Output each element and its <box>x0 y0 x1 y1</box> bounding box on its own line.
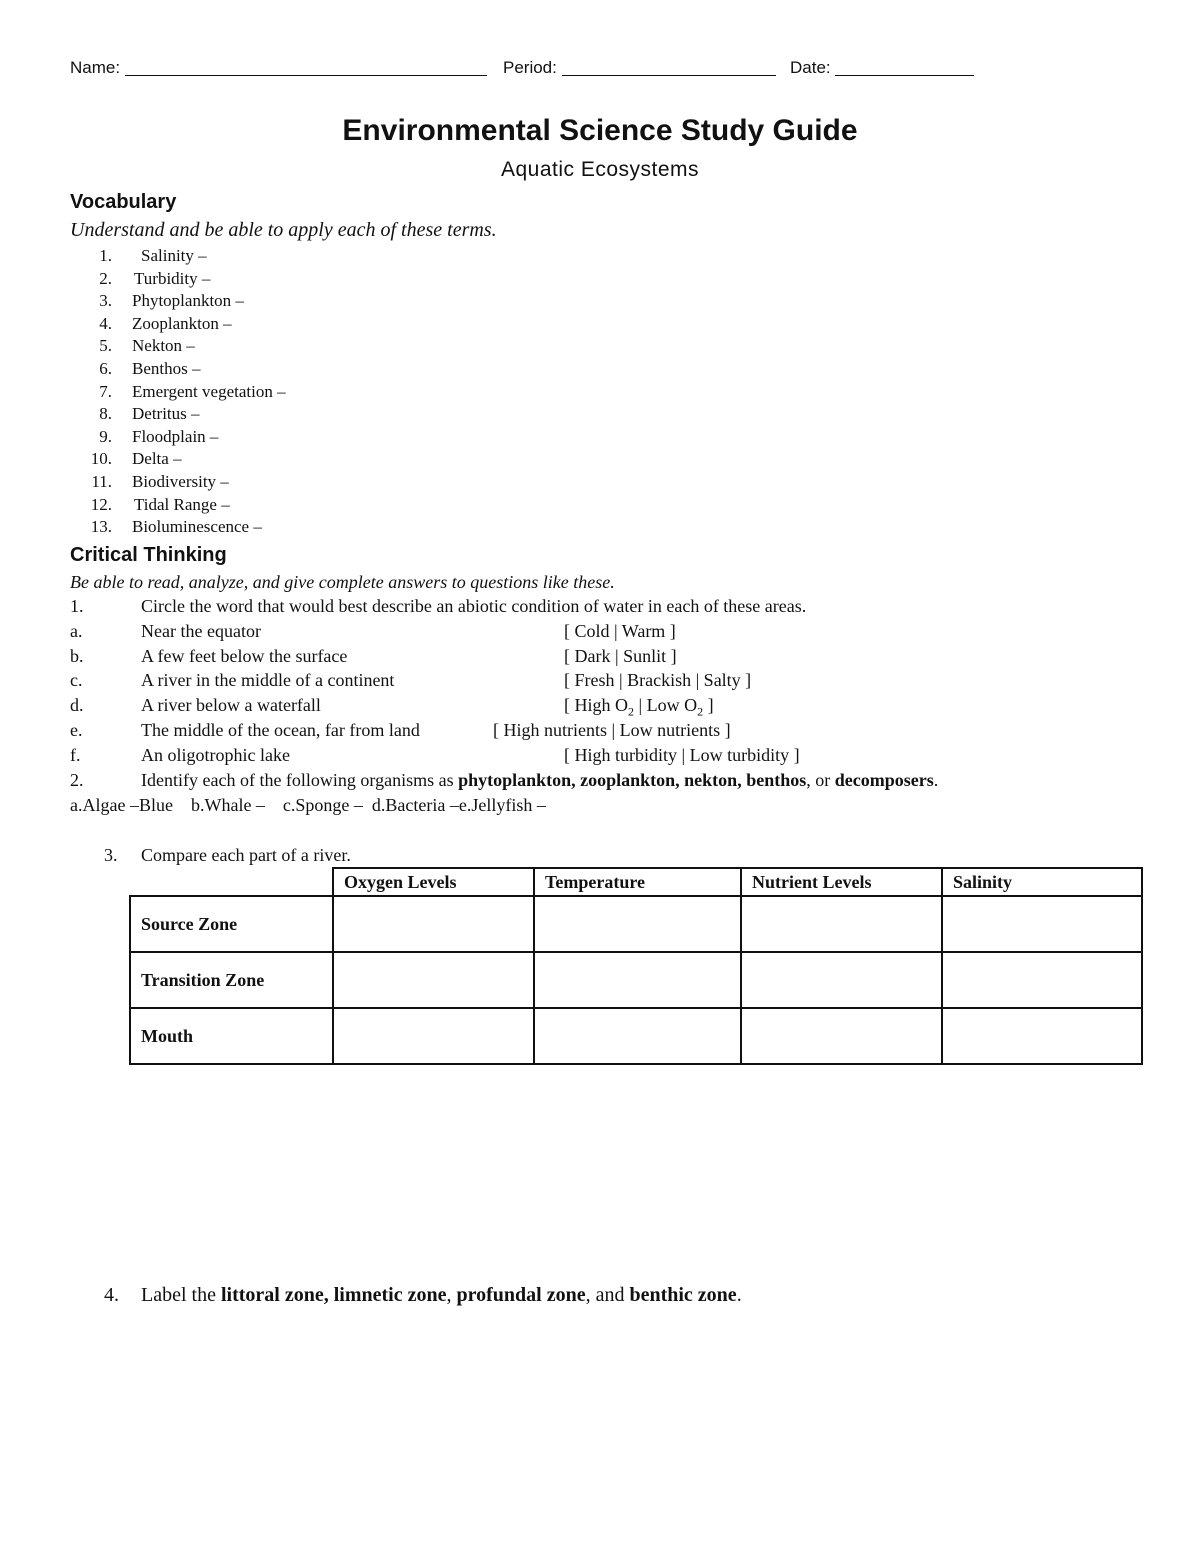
vocabulary-item-number: 6. <box>99 359 112 378</box>
vocabulary-instruction: Understand and be able to apply each of these terms. <box>70 219 497 241</box>
period-blank[interactable] <box>562 58 776 76</box>
vocabulary-item-number: 11. <box>91 472 112 491</box>
question-4-text-post: . <box>736 1284 742 1306</box>
vocabulary-item-term: Bioluminescence – <box>132 517 262 536</box>
vocabulary-item-number: 1. <box>99 246 112 265</box>
vocabulary-item-term: Biodiversity – <box>132 472 229 491</box>
question-2-organisms: a.Algae –Blue b.Whale – c.Sponge – d.Bacteria –e.Jellyfish – <box>70 795 546 815</box>
question-1-part-text: Near the equator <box>141 621 261 641</box>
answer-cell[interactable] <box>333 896 534 952</box>
question-1-option-sub1: 2 <box>628 704 634 719</box>
question-1-part-text: A river below a waterfall <box>141 695 321 715</box>
date-field[interactable] <box>790 58 974 78</box>
question-2-categories: phytoplankton, zooplankton, nekton, benthos <box>458 770 807 790</box>
column-header: Salinity <box>942 868 1142 896</box>
page-subtitle: Aquatic Ecosystems <box>500 158 700 181</box>
question-2-text-mid: , or <box>806 770 835 790</box>
question-1-part-letter: a. <box>70 621 83 641</box>
question-4-text-pre: Label the <box>141 1284 221 1306</box>
vocabulary-item-term: Zooplankton – <box>132 314 232 333</box>
vocabulary-item-term: Tidal Range – <box>134 495 230 514</box>
vocabulary-item-term: Benthos – <box>132 359 201 378</box>
vocabulary-item-number: 3. <box>99 291 112 310</box>
table-row <box>130 952 1142 1008</box>
page-title: Environmental Science Study Guide <box>342 114 858 147</box>
question-1-part-options[interactable]: [ Cold | Warm ] <box>564 621 676 641</box>
question-1-part-text: The middle of the ocean, far from land <box>141 720 420 740</box>
row-label: Transition Zone <box>130 952 333 1008</box>
question-1-part-letter: d. <box>70 695 84 715</box>
answer-cell[interactable] <box>333 1008 534 1064</box>
vocabulary-item-number: 7. <box>99 382 112 401</box>
critical-thinking-heading: Critical Thinking <box>70 544 227 566</box>
table-header-row <box>130 868 1142 896</box>
vocabulary-item-term: Salinity – <box>141 246 207 265</box>
vocabulary-item-number: 2. <box>99 269 112 288</box>
question-1-part-options[interactable]: [ High turbidity | Low turbidity ] <box>564 745 800 765</box>
question-1-number: 1. <box>70 596 84 616</box>
question-2-number: 2. <box>70 770 84 790</box>
column-header: Oxygen Levels <box>333 868 534 896</box>
question-1-part-options[interactable] <box>564 695 714 720</box>
answer-cell[interactable] <box>942 896 1142 952</box>
answer-cell[interactable] <box>942 952 1142 1008</box>
river-comparison-table <box>129 867 1143 1065</box>
vocabulary-item-number: 10. <box>90 449 112 468</box>
question-2-text-pre: Identify each of the following organisms as <box>141 770 459 790</box>
question-3-number: 3. <box>104 845 118 865</box>
vocabulary-item-number: 8. <box>99 404 112 423</box>
question-1-option-options-mid: | Low O <box>634 695 698 715</box>
question-4-text <box>141 1284 742 1307</box>
question-1-option-options-post: ] <box>703 695 714 715</box>
vocabulary-item-number: 12. <box>90 495 112 514</box>
question-4-number: 4. <box>104 1284 119 1306</box>
vocabulary-item-number: 13. <box>90 517 112 536</box>
question-1-part-options[interactable]: [ Fresh | Brackish | Salty ] <box>564 670 752 690</box>
question-2-text <box>141 770 938 791</box>
row-label: Mouth <box>130 1008 333 1064</box>
vocabulary-item-term: Floodplain – <box>132 427 219 446</box>
answer-cell[interactable] <box>942 1008 1142 1064</box>
question-1-part-options[interactable]: [ Dark | Sunlit ] <box>564 646 677 666</box>
date-blank[interactable] <box>835 58 974 76</box>
question-1-part-text: A few feet below the surface <box>141 646 348 666</box>
answer-cell[interactable] <box>534 896 741 952</box>
table-corner-cell <box>130 868 333 896</box>
name-field[interactable] <box>70 58 487 78</box>
question-4-zones-3: benthic zone <box>629 1284 737 1306</box>
question-1-part-letter: e. <box>70 720 83 740</box>
vocabulary-item-term: Delta – <box>132 449 182 468</box>
name-label: Name: <box>70 58 121 77</box>
question-1-text: Circle the word that would best describe an abiotic condition of water in each of these areas. <box>141 596 807 616</box>
question-1-option-sub2: 2 <box>697 704 704 719</box>
question-1-part-letter: b. <box>70 646 84 666</box>
vocabulary-item-term: Nekton – <box>132 336 195 355</box>
question-1-part-letter: c. <box>70 670 83 690</box>
date-label: Date: <box>790 58 831 77</box>
question-1-option-options-pre: [ High O <box>564 695 628 715</box>
question-1-part-text: An oligotrophic lake <box>141 745 290 765</box>
critical-thinking-instruction: Be able to read, analyze, and give complete answers to questions like these. <box>70 572 615 592</box>
table-row <box>130 896 1142 952</box>
answer-cell[interactable] <box>741 1008 942 1064</box>
vocabulary-item-term: Phytoplankton – <box>132 291 244 310</box>
column-header: Nutrient Levels <box>741 868 942 896</box>
vocabulary-item-number: 9. <box>99 427 112 446</box>
table-row <box>130 1008 1142 1064</box>
question-3-text: Compare each part of a river. <box>141 845 351 865</box>
question-2-text-post: . <box>933 770 939 790</box>
period-label: Period: <box>503 58 557 77</box>
name-blank[interactable] <box>125 58 487 76</box>
vocabulary-item-term: Turbidity – <box>134 269 211 288</box>
answer-cell[interactable] <box>333 952 534 1008</box>
question-4-sep-2: , and <box>585 1284 630 1306</box>
vocabulary-heading: Vocabulary <box>70 191 177 213</box>
column-header: Temperature <box>534 868 741 896</box>
question-2-decomposers: decomposers <box>834 770 934 790</box>
row-label: Source Zone <box>130 896 333 952</box>
vocabulary-item-term: Detritus – <box>132 404 200 423</box>
answer-cell[interactable] <box>534 1008 741 1064</box>
vocabulary-item-term: Emergent vegetation – <box>132 382 286 401</box>
question-4-zones-1: littoral zone, limnetic zone <box>220 1284 447 1306</box>
period-field[interactable] <box>503 58 776 78</box>
question-4-sep-1: , <box>446 1284 457 1306</box>
answer-cell[interactable] <box>741 896 942 952</box>
answer-cell[interactable] <box>741 952 942 1008</box>
answer-cell[interactable] <box>534 952 741 1008</box>
question-4-zones-2: profundal zone <box>456 1284 586 1306</box>
vocabulary-item-number: 5. <box>99 336 112 355</box>
question-1-part-text: A river in the middle of a continent <box>141 670 395 690</box>
vocabulary-item-number: 4. <box>99 314 112 333</box>
question-1-part-letter: f. <box>70 745 81 765</box>
question-1-part-options[interactable]: [ High nutrients | Low nutrients ] <box>493 720 731 740</box>
